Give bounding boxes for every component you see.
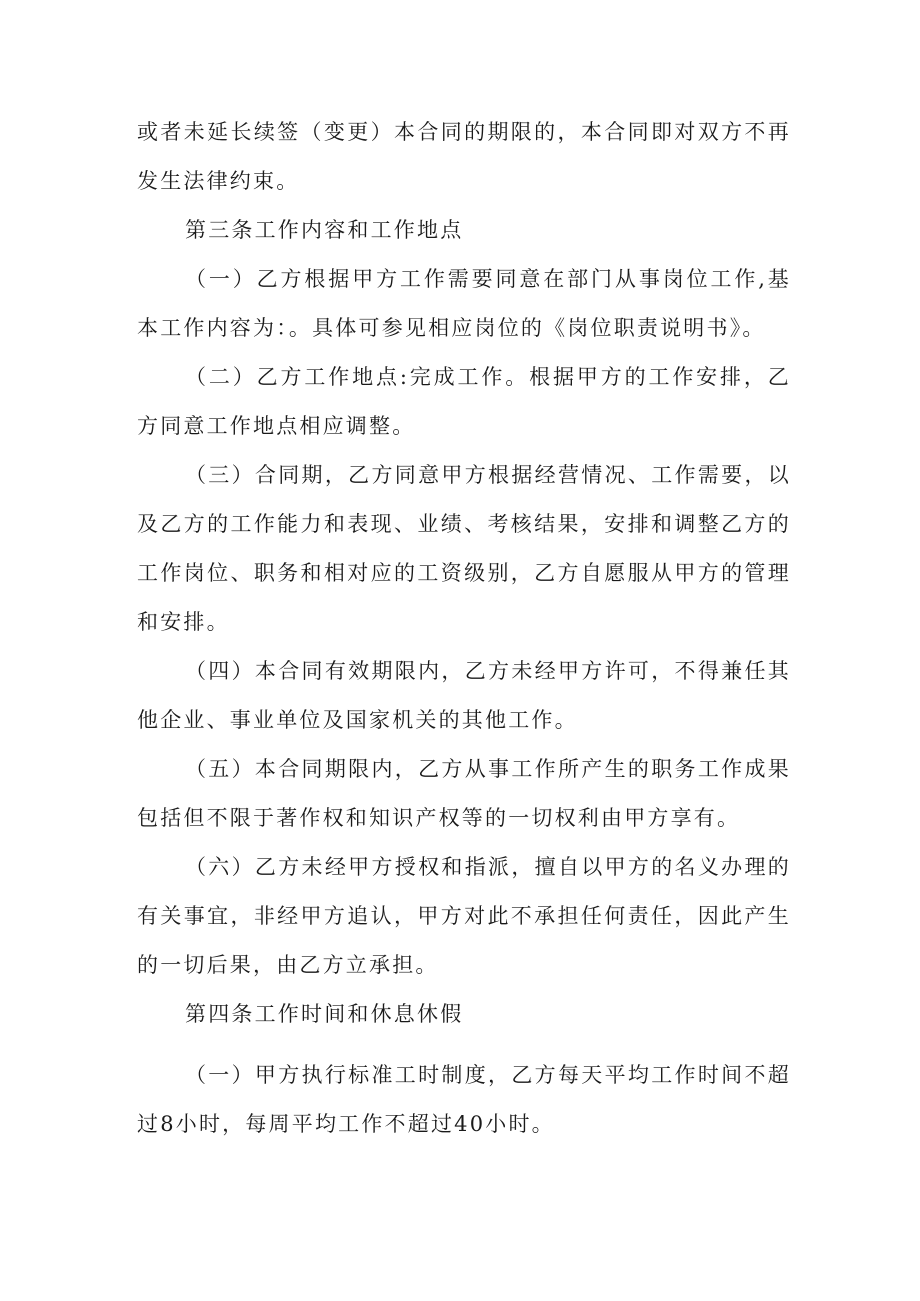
document-page bbox=[137, 108, 791, 1149]
article-3-clause-5: （五）本合同期限内，乙方从事工作所产生的职务工作成果包括但不限于著作权和知识产权等的一切权利由甲方享有。 bbox=[137, 757, 791, 830]
article-3-clause-4: （四）本合同有效期限内，乙方未经甲方许可，不得兼任其他企业、事业单位及国家机关的其他工作。 bbox=[137, 659, 791, 732]
article-4-clause-1: （一）甲方执行标准工时制度，乙方每天平均工作时间不超过8小时，每周平均工作不超过40小时。 bbox=[137, 1063, 791, 1136]
article-3-clause-1: （一）乙方根据甲方工作需要同意在部门从事岗位工作,基本工作内容为：。具体可参见相应岗位的《岗位职责说明书》。 bbox=[137, 267, 791, 340]
article-3-heading: 第三条工作内容和工作地点 bbox=[185, 218, 464, 242]
article-3-clause-3: （三）合同期，乙方同意甲方根据经营情况、工作需要，以及乙方的工作能力和表现、业绩、考核结果，安排和调整乙方的工作岗位、职务和相对应的工资级别，乙方自愿服从甲方的管理和安排。 bbox=[137, 463, 791, 634]
article-4-heading: 第四条工作时间和休息休假 bbox=[185, 1002, 464, 1026]
paragraph-continuation: 或者未延长续签（变更）本合同的期限的，本合同即对双方不再发生法律约束。 bbox=[137, 120, 791, 193]
article-3-clause-2: （二）乙方工作地点:完成工作。根据甲方的工作安排，乙方同意工作地点相应调整。 bbox=[137, 365, 791, 438]
article-3-clause-6: （六）乙方未经甲方授权和指派，擅自以甲方的名义办理的有关事宜，非经甲方追认，甲方对此不承担任何责任，因此产生的一切后果，由乙方立承担。 bbox=[137, 855, 791, 977]
